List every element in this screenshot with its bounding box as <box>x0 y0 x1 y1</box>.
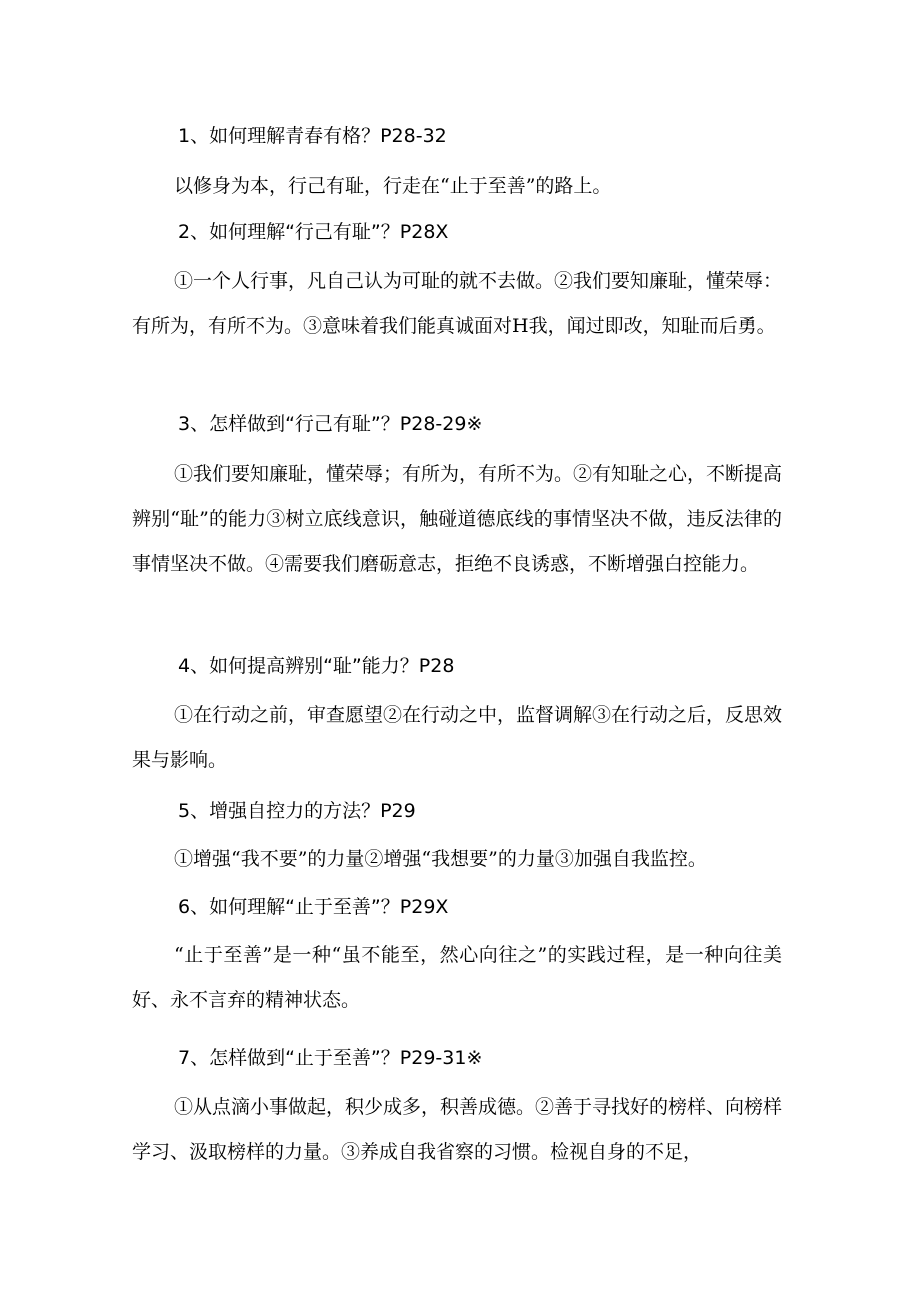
answer-4 <box>132 693 782 783</box>
question-2: 2、如何理解“行己有耻”？P28X <box>178 221 449 243</box>
question-4: 4、如何提高辨别“耻”能力？P28 <box>178 655 455 677</box>
question-6: 6、如何理解“止于至善”？P29X <box>178 896 449 918</box>
answer-5-text: ①增强“我不要”的力量②增强“我想要”的力量③加强自我监控。 <box>174 848 707 870</box>
answer-3-text: ①我们要知廉耻，懂荣辱；有所为，有所不为。②有知耻之心，不断提高辨别“耻”的能力③树立底线意识，触碰道德底线的事情坚决不做，违反法律的事情坚决不做。④需要我们磨砺意志，拒绝不良诱惑，不断增强白控能力。 <box>132 463 783 575</box>
answer-6-text: “止于至善”是一种“虽不能至，然心向往之”的实践过程，是一种向往美好、永不言弃的精神状态。 <box>132 944 782 1011</box>
question-3: 3、怎样做到“行己有耻”？P28-29※ <box>178 413 483 435</box>
answer-6 <box>132 933 782 1023</box>
answer-5 <box>132 837 782 882</box>
answer-1-text: 以修身为本，行己有耻，行走在“止于至善”的路上。 <box>174 175 612 197</box>
answer-2 <box>132 259 782 349</box>
question-7: 7、怎样做到“止于至善”？P29-31※ <box>178 1047 483 1069</box>
answer-1 <box>132 164 782 209</box>
answer-3 <box>132 452 782 587</box>
answer-7-text: ①从点滴小事做起，积少成多，积善成德。②善于寻找好的榜样、向榜样学习、汲取榜样的力量。③养成自我省察的习惯。检视自身的不足， <box>132 1096 783 1163</box>
answer-7 <box>132 1085 782 1175</box>
answer-4-text: ①在行动之前，审查愿望②在行动之中，监督调解③在行动之后，反思效果与影响。 <box>132 704 783 771</box>
answer-2-text: ①一个人行事，凡自己认为可耻的就不去做。②我们要知廉耻，懂荣辱：有所为，有所不为。③意味着我们能真诚面对H我，闻过即改，知耻而后勇。 <box>132 270 783 337</box>
question-5: 5、增强自控力的方法？P29 <box>178 800 416 822</box>
question-1: 1、如何理解青春有格？P28-32 <box>178 125 447 147</box>
